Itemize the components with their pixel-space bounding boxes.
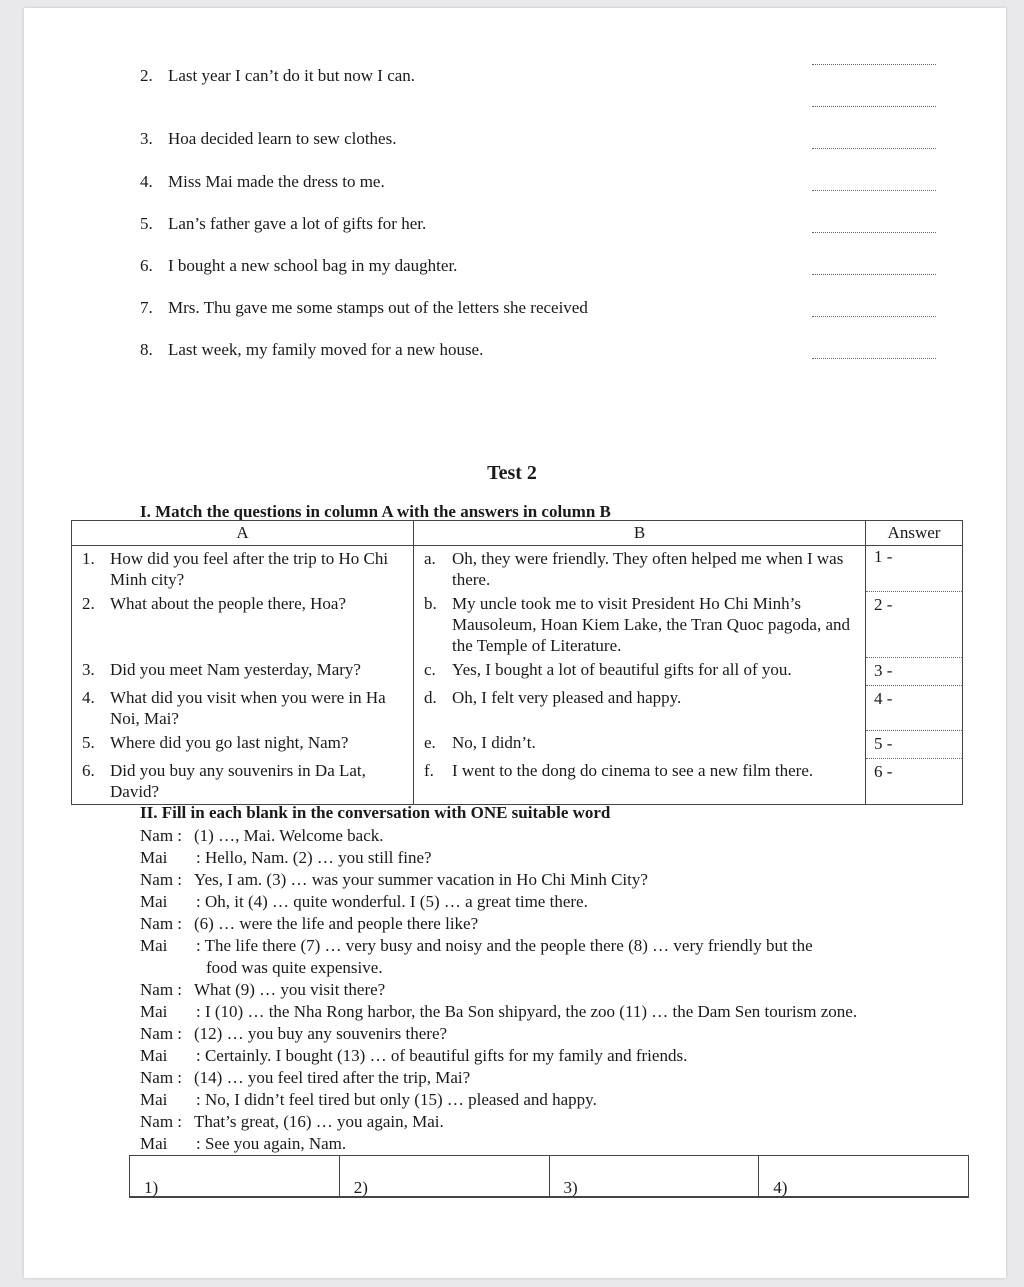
rewrite-item: 2. Last year I can’t do it but now I can. [140,66,416,85]
table-row: 6. Did you buy any souvenirs in Da Lat, David? f. I went to the dong do cinema to see a new film there. 6 - [72,758,963,804]
answer-line[interactable] [812,274,936,275]
section1-heading: I. Match the questions in column A with the answers in column B [140,502,611,521]
answer-line[interactable] [812,106,936,107]
conversation-line: Nam : That’s great, (16) … you again, Mai. [140,1112,444,1131]
speaker: Nam : [140,826,183,845]
answer-text: No, I didn’t. [452,733,536,752]
conversation-line: Nam : (1) …, Mai. Welcome back. [140,826,384,845]
answer-boxes [129,1155,969,1198]
speaker: Mai [140,1002,168,1021]
answer-cell[interactable]: 6 - [866,758,963,804]
speaker: Nam : [140,1112,183,1131]
answer-text: Yes, I bought a lot of beautiful gifts for all of you. [452,660,792,679]
conversation-line: Nam : What (9) … you visit there? [140,980,386,999]
answer-box[interactable]: 2) [339,1156,549,1196]
conversation-line: Mai : The life there (7) … very busy and noisy and the people there (8) … very friendly but the [140,936,813,955]
speaker: Mai [140,848,168,867]
answer-text: I went to the dong do cinema to see a new film there. [452,761,814,780]
answer-cell[interactable]: 1 - [866,546,963,592]
conversation-line: Nam : (6) … were the life and people there like? [140,914,479,933]
conversation-line: Mai : I (10) … the Nha Rong harbor, the Ba Son shipyard, the zoo (11) … the Dam Sen tourism zone. [140,1002,858,1021]
conversation-line: Mai : See you again, Nam. [140,1134,347,1153]
speaker: Nam : [140,914,183,933]
speaker: Mai [140,1046,168,1065]
test-title: Test 2 [487,462,537,484]
answer-cell[interactable]: 2 - [866,591,963,657]
conversation-line: food was quite expensive. [206,958,383,977]
rewrite-item: 8. Last week, my family moved for a new house. [140,340,484,359]
rewrite-item: 5. Lan’s father gave a lot of gifts for her. [140,214,427,233]
speaker: Nam : [140,1068,183,1087]
answer-box[interactable]: 3) [549,1156,759,1196]
speaker: Nam : [140,980,183,999]
conversation-line: Nam : Yes, I am. (3) … was your summer vacation in Ho Chi Minh City? [140,870,648,889]
table-row: 3. Did you meet Nam yesterday, Mary? c. Yes, I bought a lot of beautiful gifts for all of you. 3 - [72,657,963,685]
rewrite-item: 4. Miss Mai made the dress to me. [140,172,385,191]
question-text: What about the people there, Hoa? [110,594,347,613]
table-row: 5. Where did you go last night, Nam? e. No, I didn’t. 5 - [72,730,963,758]
column-a-header: A [72,521,414,546]
column-b-header: B [414,521,866,546]
conversation-line: Nam : (14) … you feel tired after the trip, Mai? [140,1068,471,1087]
answer-column-header: Answer [866,521,963,546]
conversation-line: Nam : (12) … you buy any souvenirs there? [140,1024,448,1043]
answer-line[interactable] [812,64,936,65]
answer-line[interactable] [812,316,936,317]
answer-box[interactable]: 4) [758,1156,968,1196]
conversation-line: Mai : Certainly. I bought (13) … of beautiful gifts for my family and friends. [140,1046,688,1065]
conversation-line: Mai : Oh, it (4) … quite wonderful. I (5) … a great time there. [140,892,588,911]
answer-text: My uncle took me to visit President Ho Chi Minh’s Mausoleum, Hoan Kiem Lake, the Tran Quoc pagoda, and the Temple of Literature. [452,594,850,655]
speaker: Mai [140,936,168,955]
speaker: Mai [140,1090,168,1109]
answer-line[interactable] [812,190,936,191]
table-row: 2. What about the people there, Hoa? b. My uncle took me to visit President Ho Chi Minh’s Mausoleum, Hoan Kiem Lake, the Tran Quoc pagoda, and the Temple of Literature. 2 - [72,591,963,657]
section2-heading: II. Fill in each blank in the conversation with ONE suitable word [140,803,611,822]
rewrite-item: 7. Mrs. Thu gave me some stamps out of the letters she received [140,298,588,317]
table-row: 4. What did you visit when you were in Ha Noi, Mai? d. Oh, I felt very pleased and happy. 4 - [72,685,963,730]
speaker: Nam : [140,1024,183,1043]
answer-cell[interactable]: 5 - [866,730,963,758]
conversation-line: Mai : Hello, Nam. (2) … you still fine? [140,848,432,867]
speaker: Mai [140,892,168,911]
answer-line[interactable] [812,358,936,359]
rewrite-item: 6. I bought a new school bag in my daughter. [140,256,458,275]
question-text: What did you visit when you were in Ha Noi, Mai? [110,688,386,728]
rewrite-item: 3. Hoa decided learn to sew clothes. [140,129,397,148]
question-text: Where did you go last night, Nam? [110,733,349,752]
question-text: Did you buy any souvenirs in Da Lat, David? [110,761,366,801]
matching-table [71,520,963,805]
answer-text: Oh, I felt very pleased and happy. [452,688,682,707]
table-row: 1. How did you feel after the trip to Ho Chi Minh city? a. Oh, they were friendly. They often helped me when I was there. 1 - [72,546,963,592]
answer-box[interactable]: 1) [144,1178,159,1197]
answer-line[interactable] [812,232,936,233]
answer-cell[interactable]: 3 - [866,657,963,685]
speaker: Nam : [140,870,183,889]
question-text: Did you meet Nam yesterday, Mary? [110,660,361,679]
answer-cell[interactable]: 4 - [866,685,963,730]
speaker: Mai [140,1134,168,1153]
answer-line[interactable] [812,148,936,149]
conversation-line: Mai : No, I didn’t feel tired but only (15) … pleased and happy. [140,1090,597,1109]
question-text: How did you feel after the trip to Ho Chi Minh city? [110,549,389,589]
answer-text: Oh, they were friendly. They often helped me when I was there. [452,549,844,589]
table-header [72,521,963,546]
